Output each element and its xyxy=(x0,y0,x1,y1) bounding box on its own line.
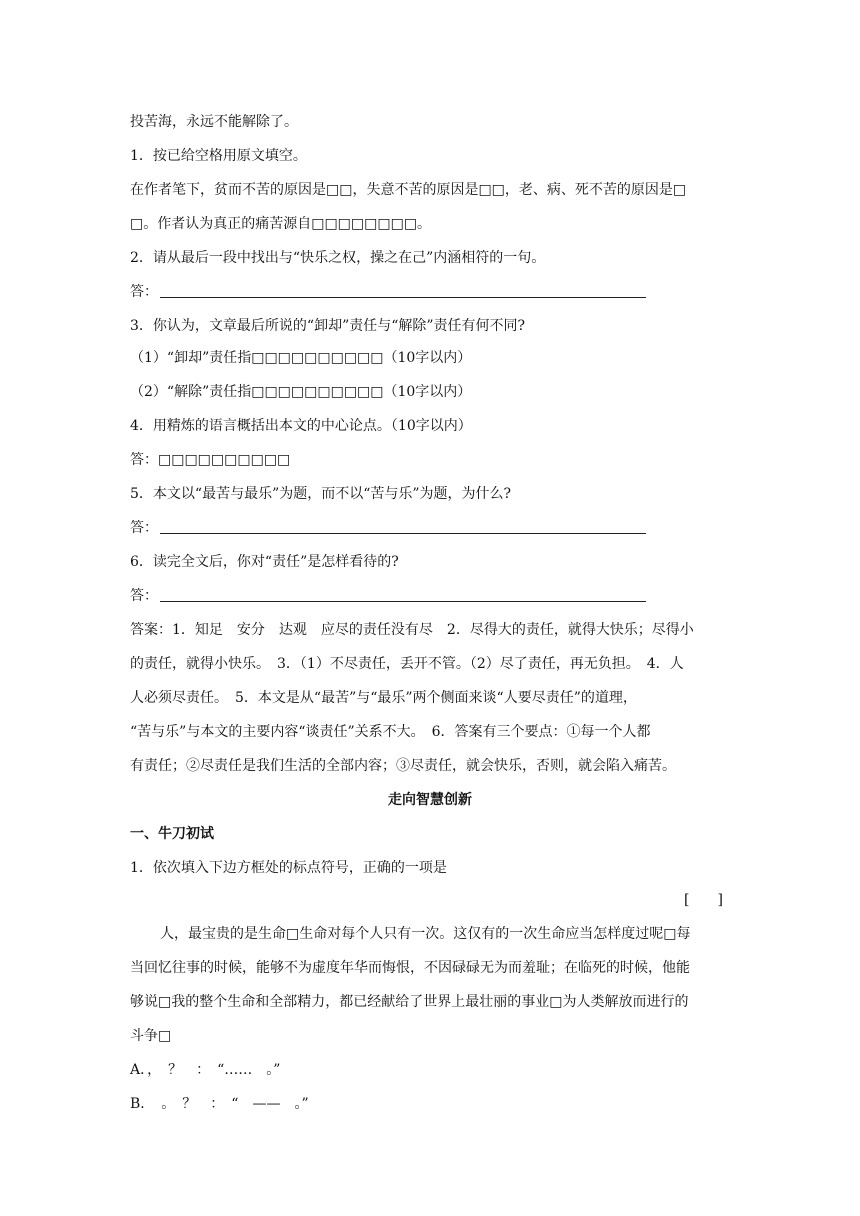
answer-key-line: “苦与乐”与本文的主要内容“谈责任”关系不大。 6．答案有三个要点：①每一个人都 xyxy=(130,724,651,740)
answer-line-5 xyxy=(130,518,646,538)
question-punctuation: 1．依次填入下边方框处的标点符号，正确的一项是 xyxy=(130,860,447,876)
question-6: 6．读完全文后，你对“责任”是怎样看待的? xyxy=(130,554,399,570)
question-1: 1．按已给空格用原文填空。 xyxy=(130,148,307,164)
passage-line: 当回忆往事的时候，能够不为虚度年华而悔恨，不因碌碌无为而羞耻；在临死的时候，他能 xyxy=(130,960,690,976)
question-3-part-2: （2）“解除”责任指□□□□□□□□□□（10字以内） xyxy=(130,384,472,400)
answer-label: 答： xyxy=(130,284,158,300)
answer-blank[interactable] xyxy=(160,283,646,298)
question-4: 4．用精炼的语言概括出本文的中心论点。（10字以内） xyxy=(130,418,472,434)
answer-key-line: 有责任；②尽责任是我们生活的全部内容；③尽责任，就会快乐，否则，就会陷入痛苦。 xyxy=(130,758,676,774)
answer-label: 答： xyxy=(130,588,158,604)
answer-blank[interactable] xyxy=(160,519,646,534)
question-5: 5．本文以“最苦与最乐”为题，而不以“苦与乐”为题，为什么? xyxy=(130,486,512,502)
subsection-title: 一、牛刀初试 xyxy=(130,826,214,842)
text-line: 投苦海，永远不能解除了。 xyxy=(130,114,298,130)
option-b: B． 。 ？ ： “ —— 。” xyxy=(130,1096,309,1112)
answer-line-2 xyxy=(130,282,646,302)
question-3-part-1: （1）“卸却”责任指□□□□□□□□□□（10字以内） xyxy=(130,350,472,366)
answer-key-line: 答案：1．知足 安分 达观 应尽的责任没有尽 2．尽得大的责任，就得大快乐；尽得小 xyxy=(130,622,694,638)
question-3: 3．你认为，文章最后所说的“卸却”责任与“解除”责任有何不同? xyxy=(130,318,526,334)
section-title: 走向智慧创新 xyxy=(388,792,472,808)
question-2: 2．请从最后一段中找出与“快乐之权，操之在己”内涵相符的一句。 xyxy=(130,250,546,266)
passage-line: 斗争□ xyxy=(130,1028,172,1044)
text-line: □。作者认为真正的痛苦源自□□□□□□□□。 xyxy=(130,216,432,232)
answer-line-4: 答：□□□□□□□□□□ xyxy=(130,452,291,468)
passage-line: 够说□我的整个生命和全部精力，都已经献给了世界上最壮丽的事业□为人类解放而进行的 xyxy=(130,994,689,1010)
answer-line-6 xyxy=(130,586,646,606)
option-a: A．， ？ ： “…… 。” xyxy=(130,1062,281,1078)
passage-line: 人，最宝贵的是生命□生命对每个人只有一次。这仅有的一次生命应当怎样度过呢□每 xyxy=(160,926,691,942)
answer-bracket: [ ] xyxy=(684,892,723,908)
answer-key-line: 人必须尽责任。 5．本文是从“最苦”与“最乐”两个侧面来谈“人要尽责任”的道理， xyxy=(130,690,637,706)
answer-label: 答： xyxy=(130,520,158,536)
answer-key-line: 的责任，就得小快乐。 3．（1）不尽责任，丢开不管。（2）尽了责任，再无负担。 4．人 xyxy=(130,656,684,672)
answer-blank[interactable] xyxy=(160,587,646,602)
text-line: 在作者笔下，贫而不苦的原因是□□，失意不苦的原因是□□，老、病、死不苦的原因是□ xyxy=(130,182,687,198)
